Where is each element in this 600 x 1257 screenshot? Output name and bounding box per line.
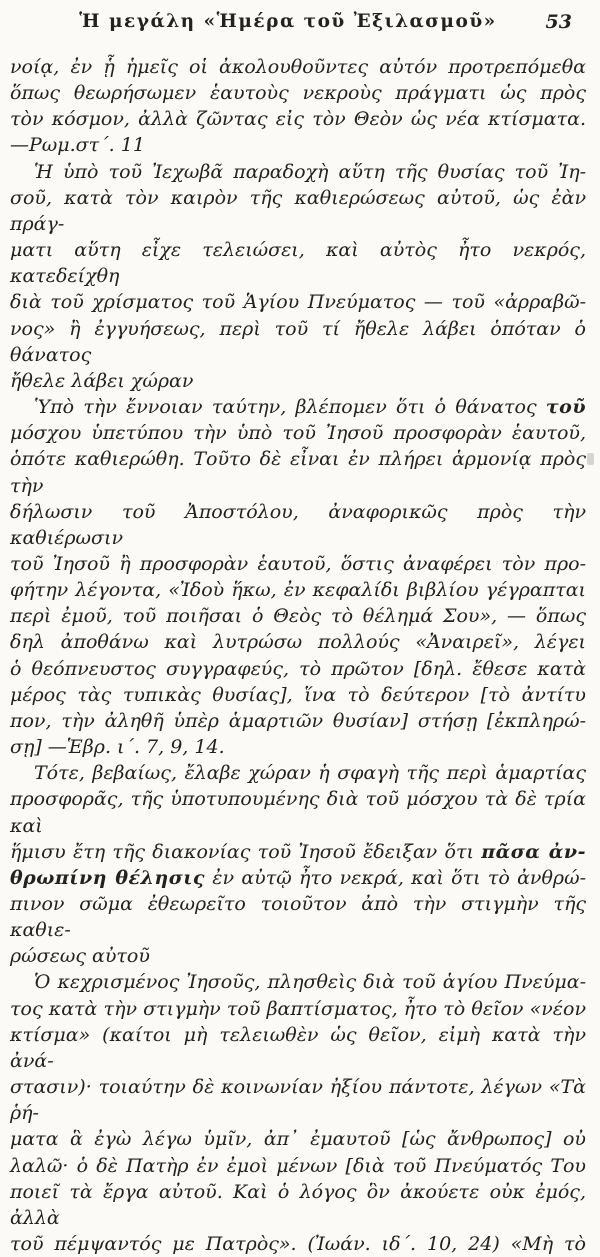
text-line: [10, 629, 586, 655]
text-segment: νοίᾳ, ἐν ᾗ ἡμεῖς οἱ ἀκολουθοῦντες αὐτόν προτρεπόμεθα: [10, 56, 586, 78]
text-line: [10, 734, 586, 760]
text-line: [10, 237, 586, 289]
text-segment: ὁ θεόπνευστος συγγραφεύς, τὸ πρῶτον [δηλ. ἔθεσε κατὰ: [10, 657, 586, 680]
text-line: [10, 54, 586, 80]
text-segment: τος κατὰ τὴν στιγμὴν τοῦ βαπτίσματος, ἦτο τὸ θεῖον «νέον: [10, 997, 586, 1020]
text-line: [10, 682, 586, 708]
text-segment: μόσχου ὑπετύπου τὴν ὑπὸ τοῦ Ἰησοῦ προσφορὰν ἑαυτοῦ,: [10, 422, 586, 445]
text-line: [10, 394, 586, 420]
text-line: [10, 1231, 586, 1257]
page-header: [0, 11, 600, 37]
text-segment: ποιεῖ τὰ ἔργα αὐτοῦ. Καὶ ὁ λόγος ὃν ἀκούετε οὐκ ἐμός, ἀλλὰ: [10, 1180, 586, 1229]
text-line: [10, 499, 586, 551]
text-segment: περὶ ἐμοῦ, τοῦ ποιῆσαι ὁ Θεὸς τὸ θέλημά Σου», — ὅπως: [10, 605, 586, 628]
text-segment: ρώσεως αὐτοῦ: [10, 945, 150, 968]
text-line: [10, 760, 586, 786]
text-segment: δηλ ἀποθάνω καὶ λυτρώσω πολλούς «Ἀναιρεῖ», λέγει: [10, 631, 586, 654]
text-segment: μέρος τὰς τυπικὰς θυσίας], ἵνα τὸ δεύτερον [τὸ ἀντίτυ: [10, 683, 586, 706]
text-segment: νος» ἢ ἐγγυήσεως, περὶ τοῦ τί ἤθελε λάβει ὁπόταν ὁ θάνατος: [10, 317, 586, 366]
text-line: [10, 551, 586, 577]
text-segment: προσφορᾶς, τῆς ὑποτυπουμένης διὰ τοῦ μόσχου τὰ δὲ τρία καὶ: [10, 788, 586, 837]
text-segment: ὁπότε καθιερώθη. Τοῦτο δὲ εἶναι ἐν πλήρει ἁρμονίᾳ πρὸς τὴν: [10, 448, 586, 497]
text-segment: Τότε, βεβαίως, ἔλαβε χώραν ἡ σφαγὴ τῆς περὶ ἁμαρτίας: [34, 762, 586, 785]
text-segment: τοῦ Ἰησοῦ ἢ προσφορὰν ἑαυτοῦ, ὅστις ἀναφέρει τὸν προ-: [10, 552, 586, 575]
text-line: [10, 603, 586, 629]
text-segment: Ἡ ὑπὸ τοῦ Ἰεχωβᾶ παραδοχὴ αὕτη τῆς θυσίας τοῦ Ἰη-: [34, 160, 586, 183]
text-segment: Ὑπὸ τὴν ἔννοιαν ταύτην, βλέπομεν ὅτι ὁ θάνατος: [34, 396, 546, 419]
text-line: [10, 708, 586, 734]
text-line: [10, 865, 586, 891]
text-line: [10, 1074, 586, 1126]
text-segment: ἥμισυ ἔτη τῆς διακονίας τοῦ Ἰησοῦ ἔδειξαν ὅτι: [10, 840, 482, 863]
text-line: [10, 943, 586, 969]
text-line: [10, 969, 586, 995]
text-segment: ὅπως θεωρήσωμεν ἑαυτοὺς νεκροὺς πράγματι ὡς πρὸς: [10, 82, 586, 105]
text-line: [10, 80, 586, 106]
text-segment: σῃ] —Ἑβρ. ι΄. 7, 9, 14.: [10, 736, 225, 759]
text-line: [10, 577, 586, 603]
text-segment: ματι αὕτη εἶχε τελειώσει, καὶ αὐτὸς ἦτο νεκρός, κατεδείχθη: [10, 239, 586, 288]
text-line: [10, 132, 586, 158]
text-line: [10, 368, 586, 394]
text-segment: στασιν)· τοιαύτην δὲ κοινωνίαν ἠξίου πάντοτε, λέγων «Τὰ ῥή-: [10, 1076, 586, 1125]
text-segment: φήτην λέγοντα, «Ἰδοὺ ἥκω, ἐν κεφαλίδι βιβλίου γέγραπται: [10, 579, 586, 602]
text-line: [10, 1153, 586, 1179]
text-line: [10, 891, 586, 943]
text-segment: δήλωσιν τοῦ Ἀποστόλου, ἀναφορικῶς πρὸς τὴν καθιέρωσιν: [10, 500, 586, 549]
bold-text-segment: θρωπίνη θέλησις: [10, 866, 205, 889]
running-title: Ἡ μεγάλη «Ἡμέρα τοῦ Ἐξιλασμοῦ»: [79, 11, 497, 32]
text-segment: τοῦ πέμψαντός με Πατρὸς». (Ἰωάν. ιδ΄. 10, 24) «Μὴ τὸ: [10, 1233, 586, 1256]
bold-text-segment: πᾶσα ἀν-: [481, 840, 586, 863]
text-segment: κτίσμα» (καίτοι μὴ τελειωθὲν ὡς θεῖον, εἰμὴ κατὰ τὴν ἀνά-: [10, 1023, 586, 1072]
page-number: 53: [545, 11, 572, 33]
text-line: [10, 996, 586, 1022]
text-segment: σοῦ, κατὰ τὸν καιρὸν τῆς καθιερώσεως αὐτοῦ, ὡς ἐὰν πράγ-: [10, 186, 586, 235]
text-segment: ματα ἃ ἐγὼ λέγω ὑμῖν, ἀπ᾽ ἐμαυτοῦ [ὡς ἄνθρωπος] οὐ: [10, 1128, 586, 1151]
text-line: [10, 185, 586, 237]
text-segment: ἤθελε λάβει χώραν: [10, 369, 194, 392]
text-segment: Ὁ κεχρισμένος Ἰησοῦς, πλησθεὶς διὰ τοῦ ἁγίου Πνεύμα-: [34, 971, 586, 994]
text-segment: —Ρωμ.στ΄. 11: [10, 134, 145, 157]
text-segment: διὰ τοῦ χρίσματος τοῦ Ἁγίου Πνεύματος — τοῦ «ἀρραβῶ-: [10, 291, 586, 314]
bold-text-segment: τοῦ: [545, 396, 586, 419]
text-segment: λαλῶ· ὁ δὲ Πατὴρ ἐν ἐμοὶ μένων [διὰ τοῦ Πνεύματός Του: [10, 1154, 586, 1177]
text-segment: πινον σῶμα ἐθεωρεῖτο τοιοῦτον ἀπὸ τὴν στιγμὴν τῆς καθιε-: [10, 893, 586, 942]
text-line: [10, 656, 586, 682]
scan-speck-artifact: [587, 453, 594, 465]
text-line: [10, 420, 586, 446]
text-line: [10, 839, 586, 865]
text-line: [10, 159, 586, 185]
text-line: [10, 1179, 586, 1231]
text-line: [10, 1126, 586, 1152]
body-text-block: [10, 54, 586, 1257]
text-segment: ἐν αὐτῷ ἦτο νεκρά, καὶ ὅτι τὸ ἀνθρώ-: [205, 866, 586, 889]
text-line: [10, 106, 586, 132]
text-line: [10, 316, 586, 368]
text-segment: τὸν κόσμον, ἀλλὰ ζῶντας εἰς τὸν Θεὸν ὡς νέα κτίσματα.: [10, 108, 586, 131]
text-line: [10, 1022, 586, 1074]
text-line: [10, 786, 586, 838]
text-segment: πον, τὴν ἀληθῆ ὑπὲρ ἁμαρτιῶν θυσίαν] στήσῃ [ἐκπληρώ-: [10, 709, 586, 732]
text-line: [10, 289, 586, 315]
text-line: [10, 446, 586, 498]
